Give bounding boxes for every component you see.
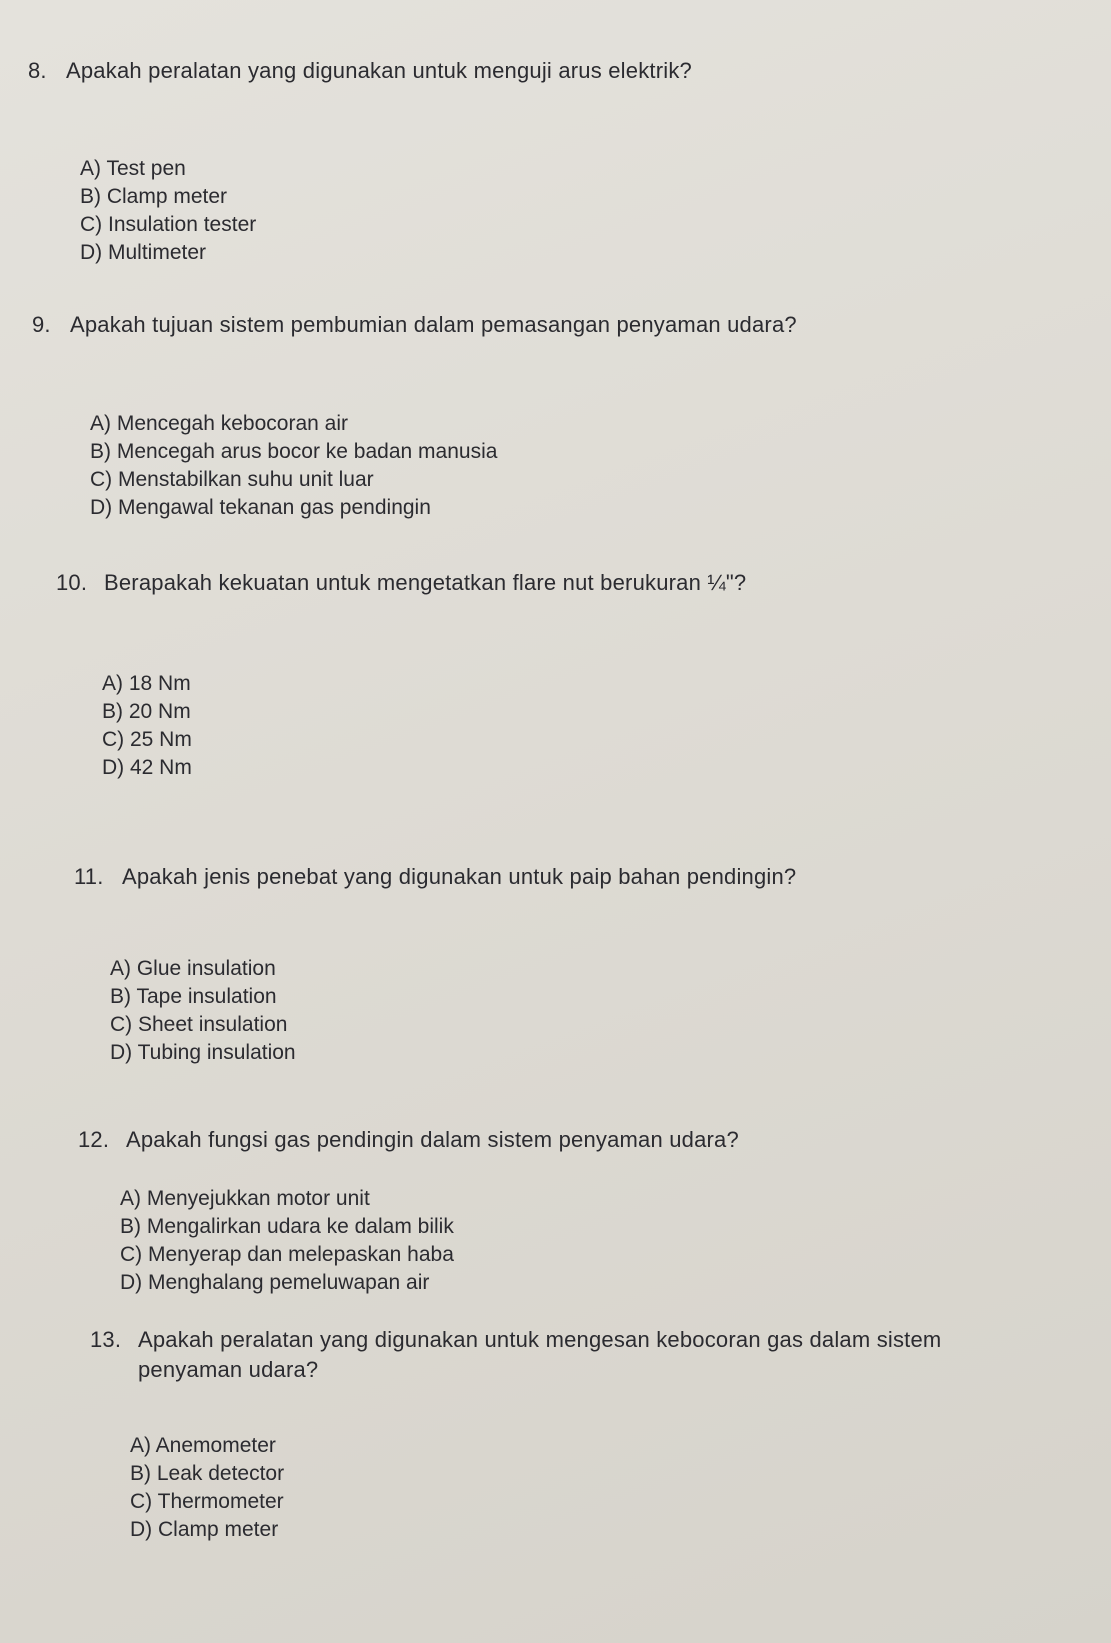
option-d: D) Menghalang pemeluwapan air xyxy=(120,1271,430,1294)
option-b: B) Mencegah arus bocor ke badan manusia xyxy=(90,440,498,463)
option-d: D) Multimeter xyxy=(80,241,207,264)
option-d: D) Tubing insulation xyxy=(110,1041,296,1064)
options-list xyxy=(110,955,296,1067)
question-number: 8. xyxy=(28,58,47,83)
question-10 xyxy=(56,568,906,598)
question-text: Apakah tujuan sistem pembumian dalam pemasangan penyaman udara? xyxy=(70,312,797,337)
option-c: C) Menstabilkan suhu unit luar xyxy=(90,468,374,491)
question-text: Berapakah kekuatan untuk mengetatkan flare nut berukuran ¼"? xyxy=(104,570,747,595)
option-d: D) Mengawal tekanan gas pendingin xyxy=(90,496,431,519)
option-d: D) Clamp meter xyxy=(130,1518,279,1541)
option-b: B) 20 Nm xyxy=(102,700,191,723)
question-number: 11. xyxy=(74,864,104,889)
option-c: C) Sheet insulation xyxy=(110,1013,288,1036)
options-list xyxy=(80,155,256,267)
question-9 xyxy=(32,310,932,340)
question-number: 13. xyxy=(90,1327,122,1352)
question-number: 9. xyxy=(32,312,51,337)
options-list xyxy=(90,410,497,522)
option-b: B) Clamp meter xyxy=(80,185,228,208)
option-a: A) Anemometer xyxy=(130,1434,276,1457)
option-a: A) Menyejukkan motor unit xyxy=(120,1187,370,1210)
option-a: A) Glue insulation xyxy=(110,957,276,980)
option-a: A) Mencegah kebocoran air xyxy=(90,412,348,435)
question-text: Apakah fungsi gas pendingin dalam sistem penyaman udara? xyxy=(126,1127,739,1152)
option-c: C) Thermometer xyxy=(130,1490,284,1513)
question-number: 12. xyxy=(78,1127,110,1152)
question-text: Apakah peralatan yang digunakan untuk menguji arus elektrik? xyxy=(66,58,692,83)
option-a: A) Test pen xyxy=(80,157,186,180)
question-13 xyxy=(90,1325,970,1385)
question-text: Apakah peralatan yang digunakan untuk mengesan kebocoran gas dalam sistem penyaman udara? xyxy=(138,1327,942,1382)
options-list xyxy=(130,1432,284,1544)
option-b: B) Mengalirkan udara ke dalam bilik xyxy=(120,1215,454,1238)
question-number: 10. xyxy=(56,570,88,595)
option-b: B) Tape insulation xyxy=(110,985,277,1008)
question-8 xyxy=(28,56,828,86)
question-12 xyxy=(78,1125,978,1155)
option-c: C) 25 Nm xyxy=(102,728,192,751)
option-b: B) Leak detector xyxy=(130,1462,285,1485)
option-c: C) Menyerap dan melepaskan haba xyxy=(120,1243,454,1266)
options-list xyxy=(102,670,192,782)
question-text: Apakah jenis penebat yang digunakan untuk paip bahan pendingin? xyxy=(122,864,797,889)
option-a: A) 18 Nm xyxy=(102,672,191,695)
option-d: D) 42 Nm xyxy=(102,756,192,779)
question-11 xyxy=(74,862,974,892)
option-c: C) Insulation tester xyxy=(80,213,257,236)
options-list xyxy=(120,1185,454,1297)
